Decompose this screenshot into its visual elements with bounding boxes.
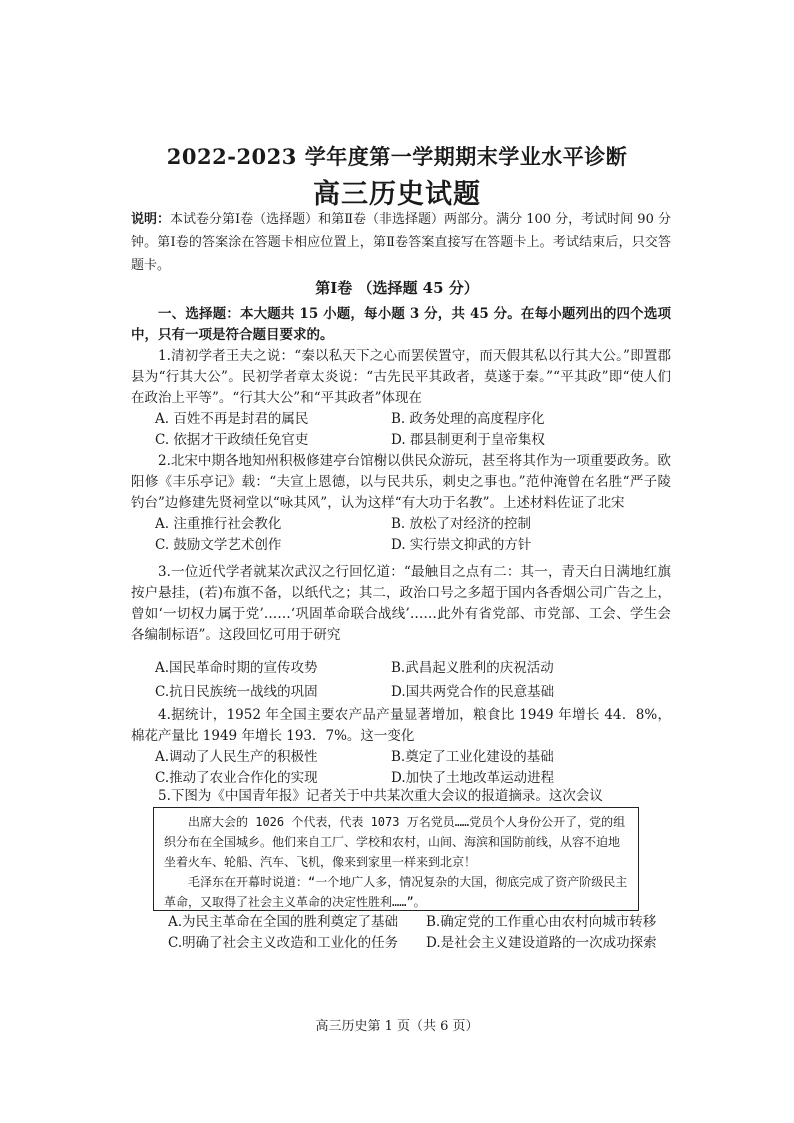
question-3-options xyxy=(155,658,675,703)
instructions xyxy=(131,208,671,277)
question-1-options xyxy=(155,409,675,451)
question-4-stem: 4.据统计，1952 年全国主要农产品产量显著增加，粮食比 1949 年增长 44．8%，棉花产量比 1949 年增长 193．7%。这一变化 xyxy=(131,707,671,744)
option-c[interactable]: C.明确了社会主义改造和工业化的任务 xyxy=(168,935,399,951)
question-3-stem: 3.一位近代学者就某次武汉之行回忆道：“最触目之点有二：其一，青天白日满地红旗按户悬挂，(若)布旗不备，以纸代之；其二，政治口号之多超于国内各香烟公司广告之上，曾如‘一切权力属于党’……‘巩固革命联合战线’……此外有省党部、市党部、工会、学生会各编制标语”。这段回忆可用于研究 xyxy=(131,564,671,643)
option-d[interactable]: D. 郡县制更利于皇帝集权 xyxy=(391,432,545,448)
option-d[interactable]: D.是社会主义建设道路的一次成功探索 xyxy=(426,935,657,951)
section-heading: 第Ⅰ卷 （选择题 45 分） xyxy=(315,279,479,297)
option-b[interactable]: B. 放松了对经济的控制 xyxy=(391,516,532,532)
option-c[interactable]: C.推动了农业合作化的实现 xyxy=(155,770,318,786)
instructions-text: 本试卷分第Ⅰ卷（选择题）和第Ⅱ卷（非选择题）两部分。满分 100 分，考试时间 90 分钟。第Ⅰ卷的答案涂在答题卡相应位置上，第Ⅱ卷答案直接写在答题卡上。考试结束后，只交答题卡。 xyxy=(131,212,671,273)
newspaper-excerpt-box xyxy=(153,807,639,911)
exam-subject-title: 高三历史试题 xyxy=(313,179,481,210)
instructions-label: 说明： xyxy=(131,212,171,227)
section-intro: 一、选择题：本大题共 15 小题，每小题 3 分，共 45 分。在每小题列出的四个选项中，只有一项是符合题目要求的。 xyxy=(131,306,671,343)
option-a[interactable]: A.为民主革命在全国的胜利奠定了基础 xyxy=(168,914,399,930)
question-4-options xyxy=(155,747,675,789)
option-d[interactable]: D.国共两党合作的民意基础 xyxy=(391,684,555,700)
question-5-options xyxy=(168,912,688,954)
option-b[interactable]: B. 政务处理的高度程序化 xyxy=(391,411,545,427)
option-d[interactable]: D. 实行崇文抑武的方针 xyxy=(391,537,532,553)
question-1-stem: 1.清初学者王夫之说：“秦以私天下之心而罢侯置守，而天假其私以行其大公。”即置郡县为“行其大公”。民初学者章太炎说：“古先民平其政者，莫遂于秦。”“平其政”即“使人们在政治上平等”。“行其大公”和“平其政者”体现在 xyxy=(131,348,671,406)
exam-year-title: 2022-2023 学年度第一学期期末学业水平诊断 xyxy=(166,144,628,169)
question-2-options xyxy=(155,514,675,556)
option-b[interactable]: B.武昌起义胜利的庆祝活动 xyxy=(391,660,554,676)
option-c[interactable]: C.抗日民族统一战线的巩固 xyxy=(155,684,318,700)
option-b[interactable]: B.奠定了工业化建设的基础 xyxy=(391,749,554,765)
option-a[interactable]: A. 百姓不再是封君的属民 xyxy=(155,411,309,427)
question-2-stem: 2.北宋中期各地知州积极修建亭台馆榭以供民众游玩，甚至将其作为一项重要政务。欧阳修《丰乐亭记》载：“夫宣上恩德，以与民共乐，刺史之事也。”范仲淹曾在名胜“严子陵钓台”边修建先贤祠堂以“咏其风”，认为这样“有大功于名教”。上述材料佐证了北宋 xyxy=(131,453,671,511)
option-d[interactable]: D.加快了土地改革运动进程 xyxy=(391,770,555,786)
option-a[interactable]: A.调动了人民生产的积极性 xyxy=(155,749,318,765)
option-b[interactable]: B.确定党的工作重心由农村向城市转移 xyxy=(426,914,657,930)
excerpt-paragraph-1: 出席大会的 1026 个代表，代表 1073 万名党员……党员个人身份公开了，党的组织分布在全国城乡。他们来自工厂、学校和农村，山间、海滨和国防前线，从容不迫地坐着火车、轮船、汽车、飞机，像来到家里一样来到北京！ xyxy=(164,815,626,869)
page-footer: 高三历史第 1 页（共 6 页） xyxy=(315,1019,479,1034)
excerpt-paragraph-2: 毛泽东在开幕时说道：“一个地广人多，情况复杂的大国，彻底完成了资产阶级民主革命，又取得了社会主义革命的决定性胜利……”。 xyxy=(164,875,628,909)
option-a[interactable]: A.国民革命时期的宣传攻势 xyxy=(155,660,318,676)
option-a[interactable]: A. 注重推行社会教化 xyxy=(155,516,282,532)
option-c[interactable]: C. 依据才干政绩任免官吏 xyxy=(155,432,309,448)
question-5-stem: 5.下图为《中国青年报》记者关于中共某次重大会议的报道摘录。这次会议 xyxy=(158,788,603,804)
option-c[interactable]: C. 鼓励文学艺术创作 xyxy=(155,537,282,553)
